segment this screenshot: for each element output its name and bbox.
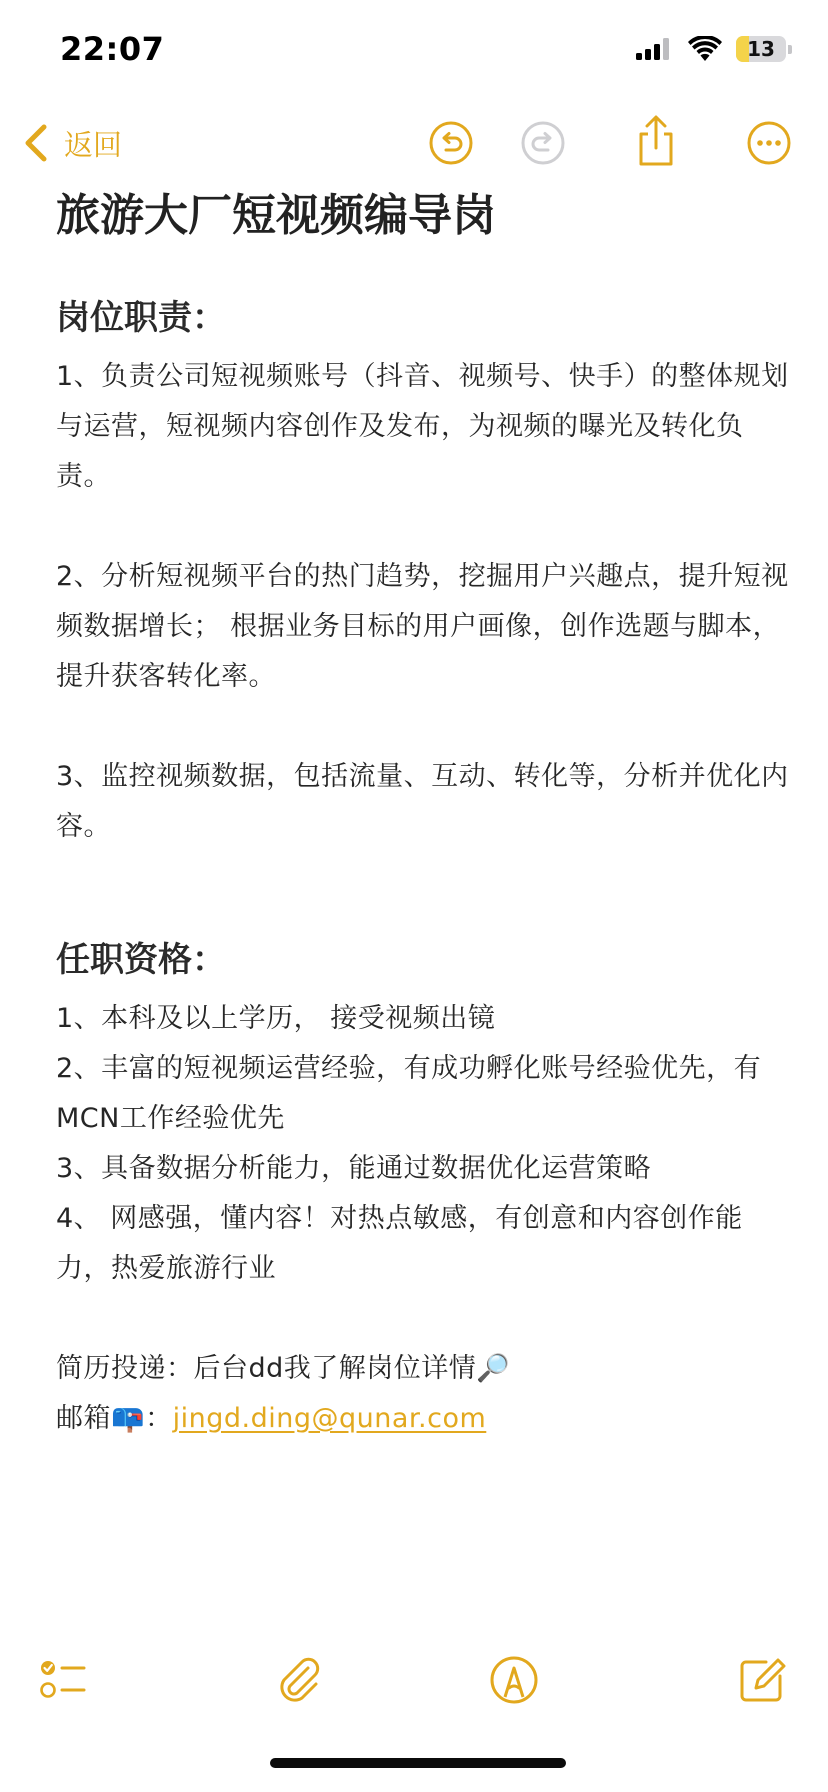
responsibilities-heading: 岗位职责：: [56, 298, 226, 338]
status-time: 22:07: [60, 30, 165, 68]
back-label: 返回: [64, 127, 123, 162]
responsibility-paragraph: 2、分析短视频平台的热门趋势，挖掘用户兴趣点，提升短视频数据增长； 根据业务目标的用户画像，创作选题与脚本，提升获客转化率。: [56, 561, 789, 692]
responsibility-paragraph: 3、监控视频数据，包括流量、互动、转化等，分析并优化内容。: [56, 761, 789, 842]
qualification-item: 4、 网感强，懂内容！对热点敏感，有创意和内容创作能力，热爱旅游行业: [56, 1203, 743, 1284]
back-chevron-icon: [22, 123, 50, 163]
compose-icon[interactable]: [736, 1654, 788, 1706]
checklist-icon[interactable]: [38, 1654, 90, 1706]
battery-cap: [788, 45, 792, 54]
battery-icon: [736, 36, 786, 62]
attachment-icon[interactable]: [274, 1654, 326, 1706]
cellular-signal-icon: [636, 38, 672, 60]
battery-level: 13: [747, 37, 775, 61]
share-icon[interactable]: [634, 114, 678, 168]
qualification-item: 1、本科及以上学历， 接受视频出镜: [56, 1003, 496, 1034]
qualification-item: 2、丰富的短视频运营经验，有成功孵化账号经验优先，有MCN工作经验优先: [56, 1053, 762, 1134]
status-icons: [636, 34, 792, 64]
qualifications-heading: 任职资格：: [56, 940, 226, 980]
note-body[interactable]: [56, 190, 796, 1444]
email-link[interactable]: jingd.ding@qunar.com: [172, 1403, 487, 1434]
qualification-item: 3、具备数据分析能力，能通过数据优化运营策略: [56, 1153, 652, 1184]
email-line: [56, 1394, 796, 1444]
status-bar: [0, 0, 828, 100]
nav-bar: [0, 100, 828, 190]
bottom-toolbar: [0, 1640, 828, 1720]
home-indicator[interactable]: [270, 1758, 566, 1768]
redo-icon[interactable]: [520, 120, 566, 166]
responsibility-paragraph: 1、负责公司短视频账号（抖音、视频号、快手）的整体规划与运营，短视频内容创作及发布，为视频的曝光及转化负责。: [56, 361, 789, 492]
note-title: 旅游大厂短视频编导岗: [56, 190, 496, 241]
undo-icon[interactable]: [428, 120, 474, 166]
markup-icon[interactable]: [488, 1654, 540, 1706]
back-button[interactable]: [22, 118, 122, 168]
email-label: 邮箱📪：: [56, 1403, 173, 1434]
wifi-icon: [688, 36, 722, 62]
more-icon[interactable]: [746, 120, 792, 166]
resume-instruction: 简历投递：后台dd我了解岗位详情🔎: [56, 1353, 511, 1384]
